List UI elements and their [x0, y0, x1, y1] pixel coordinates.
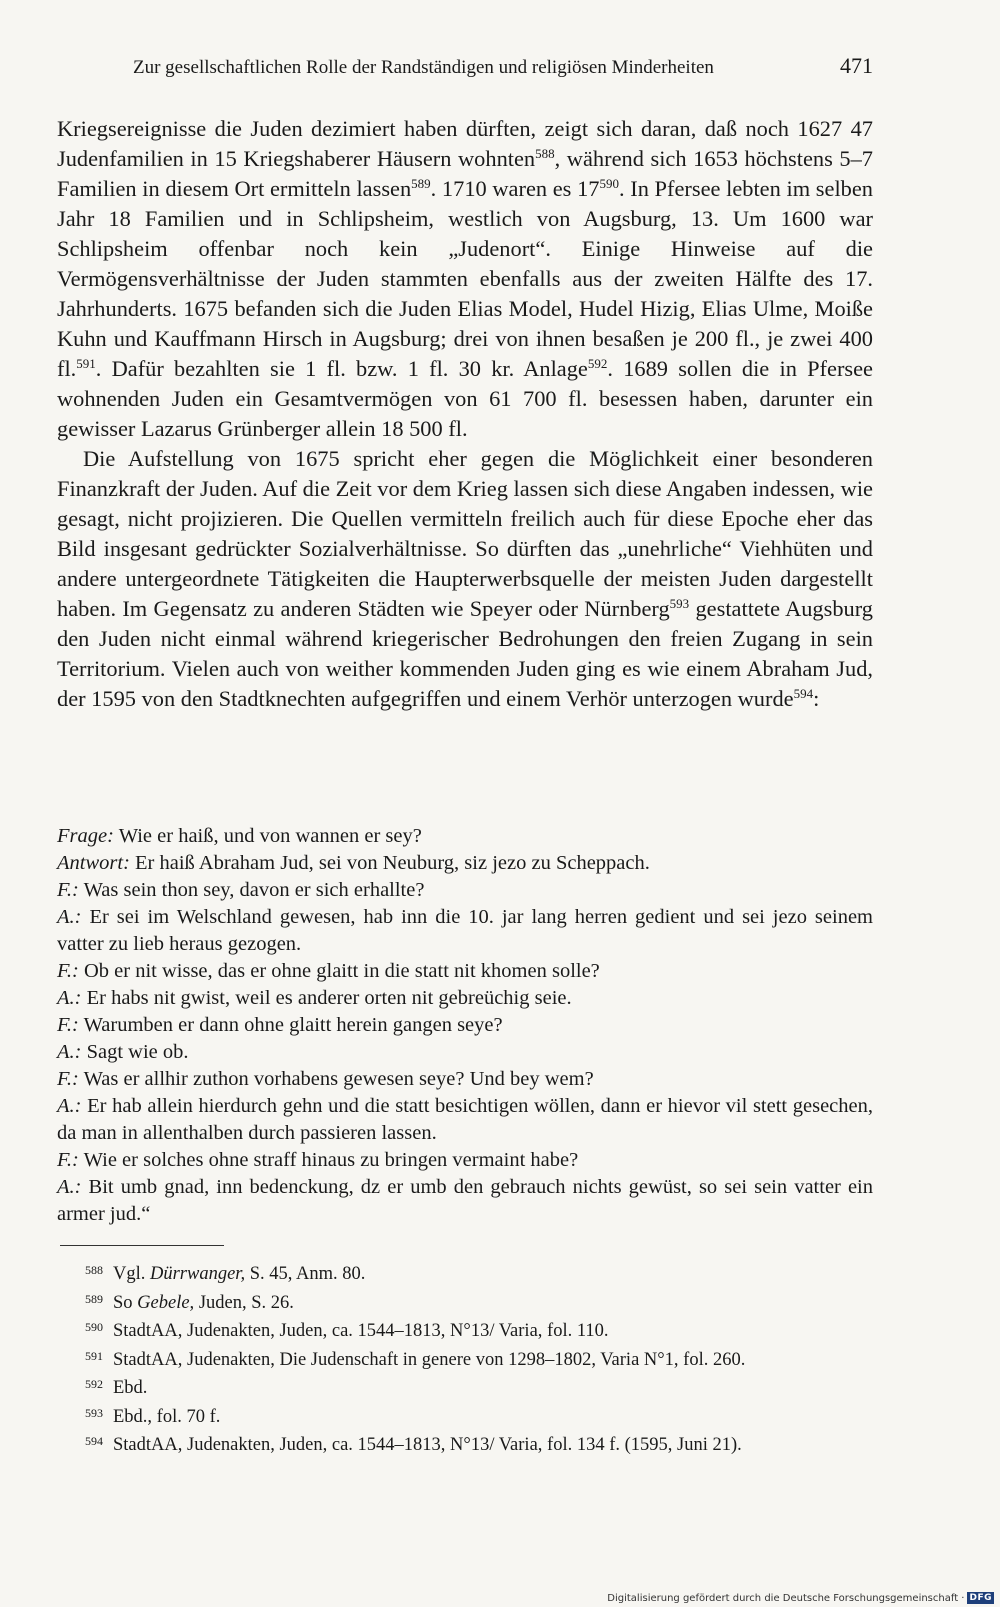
main-text	[57, 114, 873, 714]
speaker-label: F.:	[57, 879, 79, 901]
text-run: . In Pfersee lebten im selben Jahr 18 Familien und in Schlipsheim, westlich von Augsburg, 13. Um 1600 war Schlipsheim offenbar noch kein „Judenort“. Einige Hinweise auf die Vermögensverhältnisse der Juden stammten ebenfalls aus der zweiten Hälfte des 17. Jahrhunderts. 1675 befanden sich die Juden Elias Model, Hudel Hizig, Elias Ulme, Moiße Kuhn und Kauffmann Hirsch in Augsburg; drei von ihnen besaßen je 200 fl., je zwei 400 fl.	[57, 176, 873, 381]
text-run: :	[813, 686, 820, 711]
page-number: 471	[840, 53, 873, 78]
dialogue-text: Wie er solches ohne straff hinaus zu bringen vermaint habe?	[78, 1149, 579, 1171]
dialogue-line	[57, 1039, 873, 1066]
digitization-credit	[607, 1592, 994, 1604]
footnote-ref: 594	[793, 686, 814, 701]
text-run: , während sich 1653 höchstens 5–7 Familien in diesem Ort ermitteln lassen	[57, 146, 873, 201]
footnote	[85, 1258, 885, 1287]
footnote-ref: 588	[535, 146, 555, 161]
footnote-number: 588	[85, 1263, 103, 1277]
paragraph-1	[57, 114, 873, 444]
dialogue-line	[57, 985, 873, 1012]
dialogue-line	[57, 1012, 873, 1039]
footnote-text: StadtAA, Judenakten, Juden, ca. 1544–1813, N°13/ Varia, fol. 110.	[113, 1321, 609, 1341]
dialogue-line	[57, 877, 873, 904]
dialogue-text: Was er allhir zuthon vorhabens gewesen seye? Und bey wem?	[78, 1068, 594, 1090]
dialogue-text: Er sei im Welschland gewesen, hab inn die 10. jar lang herren gedient und sei jezo seinem vatter zu lieb heraus gezogen.	[57, 906, 873, 955]
dialogue-line	[57, 1147, 873, 1174]
speaker-label: F.:	[57, 960, 79, 982]
footnote	[85, 1372, 885, 1401]
speaker-label: A.:	[57, 1095, 82, 1117]
dialogue-text: Was sein thon sey, davon er sich erhallte?	[78, 879, 425, 901]
speaker-label: F.:	[57, 1149, 79, 1171]
text-run: Die Aufstellung von 1675 spricht eher gegen die Möglichkeit einer besonderen Finanzkraft der Juden. Auf die Zeit vor dem Krieg lassen sich diese Angaben indessen, wie gesagt, nicht projizieren. Die Quellen vermitteln freilich auch für diese Epoche eher das Bild insgesant gedrückter Sozialverhältnisse. So dürften das „unehrliche“ Viehhüten und andere untergeordnete Tätigkeiten die Haupterwerbsquelle der meisten Juden dargestellt haben. Im Gegensatz zu anderen Städten wie Speyer oder Nürnberg	[57, 446, 873, 621]
dialogue-line	[57, 1093, 873, 1147]
footnote	[85, 1287, 885, 1316]
speaker-label: A.:	[57, 987, 82, 1009]
footnotes	[85, 1258, 885, 1458]
text-run: . 1689 sollen die in Pfersee wohnenden Juden ein Gesamtvermögen von 61 700 fl. besessen haben, darunter ein gewisser Lazarus Grünberger allein 18 500 fl.	[57, 356, 873, 441]
dialogue-line	[57, 850, 873, 877]
footnote-text: Ebd., fol. 70 f.	[113, 1406, 221, 1427]
footnote-text: Ebd.	[113, 1378, 148, 1398]
text-run: gestattete Augsburg den Juden nicht einmal während kriegerischer Bedrohungen den freien Zugang in sein Territorium. Vielen auch von weither kommenden Juden ging es wie einem Abraham Jud, der 1595 von den Stadtknechten aufgegriffen und einem Verhör unterzogen wurde	[57, 596, 873, 711]
footnote-text: Vgl.	[113, 1264, 150, 1284]
dialogue-text: Warumben er dann ohne glaitt herein gangen seye?	[78, 1014, 503, 1036]
dialogue-text: Bit umb gnad, inn bedenckung, dz er umb den gebrauch nichts gewüst, so sei sein vatter ein armer jud.“	[57, 1176, 873, 1225]
footnote-number: 590	[85, 1320, 103, 1334]
footnote-ref: 591	[76, 356, 96, 371]
dialogue-text: Sagt wie ob.	[81, 1041, 189, 1063]
dialogue-text: Er haiß Abraham Jud, sei von Neuburg, siz jezo zu Scheppach.	[129, 852, 650, 874]
speaker-label: A.:	[57, 1041, 82, 1063]
footnote-number: 589	[85, 1291, 103, 1306]
footnote-number: 592	[85, 1377, 103, 1391]
paragraph-2	[57, 444, 873, 714]
text-run: Kriegsereignisse die Juden dezimiert haben dürften, zeigt sich daran, daß noch 1627 47 Judenfamilien in 15 Kriegshaberer Häusern wohnten	[57, 116, 873, 171]
speaker-label: A.:	[57, 1176, 82, 1198]
dialogue-line	[57, 958, 873, 985]
footnote-ref: 590	[599, 176, 619, 191]
footnote	[85, 1401, 885, 1430]
dialogue-text: Er hab allein hierdurch gehn und die statt besichtigen wöllen, dann er hievor vil stett gesechen, da man in allenthalben durch passieren lassen.	[57, 1095, 873, 1144]
author-name: Gebele,	[137, 1292, 195, 1313]
dialogue-text: Wie er haiß, und von wannen er sey?	[113, 825, 422, 847]
dialogue-line	[57, 1174, 873, 1228]
footnote-number: 594	[85, 1434, 103, 1448]
dialogue-text: Ob er nit wisse, das er ohne glaitt in die statt nit khomen solle?	[78, 960, 600, 982]
footnote-ref: 593	[669, 596, 690, 611]
interrogation-transcript	[57, 823, 873, 1228]
text-run: . 1710 waren es 17	[430, 176, 600, 201]
footnote	[85, 1315, 885, 1344]
footnote-text: Juden, S. 26.	[194, 1292, 294, 1313]
author-name: Dürrwanger,	[150, 1264, 246, 1284]
footnote-ref: 592	[587, 356, 608, 371]
footnote-text: S. 45, Anm. 80.	[245, 1264, 366, 1284]
speaker-label: Frage:	[57, 825, 114, 847]
speaker-label: F.:	[57, 1068, 79, 1090]
footnote	[85, 1344, 885, 1373]
running-title: Zur gesellschaftlichen Rolle der Randständigen und religiösen Minderheiten	[133, 57, 714, 78]
footnote-text: So	[113, 1292, 138, 1313]
speaker-label: A.:	[57, 906, 82, 928]
dialogue-text: Er habs nit gwist, weil es anderer orten nit gebreüchig seie.	[81, 987, 572, 1009]
credit-text: Digitalisierung gefördert durch die Deutsche Forschungsgemeinschaft ·	[607, 1592, 965, 1604]
footnote	[85, 1429, 885, 1458]
footnote-number: 593	[85, 1405, 103, 1420]
dialogue-line	[57, 823, 873, 850]
dfg-logo: DFG	[969, 1593, 992, 1603]
footnote-ref: 589	[411, 176, 431, 191]
dialogue-line	[57, 904, 873, 958]
footnote-text: StadtAA, Judenakten, Die Judenschaft in genere von 1298–1802, Varia N°1, fol. 260.	[113, 1349, 746, 1370]
footnote-number: 591	[85, 1348, 103, 1363]
text-run: . Dafür bezahlten sie 1 fl. bzw. 1 fl. 30 kr. Anlage	[95, 356, 588, 381]
speaker-label: F.:	[57, 1014, 79, 1036]
footnote-text: StadtAA, Judenakten, Juden, ca. 1544–1813, N°13/ Varia, fol. 134 f. (1595, Juni 21).	[113, 1435, 742, 1455]
dialogue-line	[57, 1066, 873, 1093]
speaker-label: Antwort:	[57, 852, 130, 874]
footnote-rule	[60, 1245, 224, 1246]
